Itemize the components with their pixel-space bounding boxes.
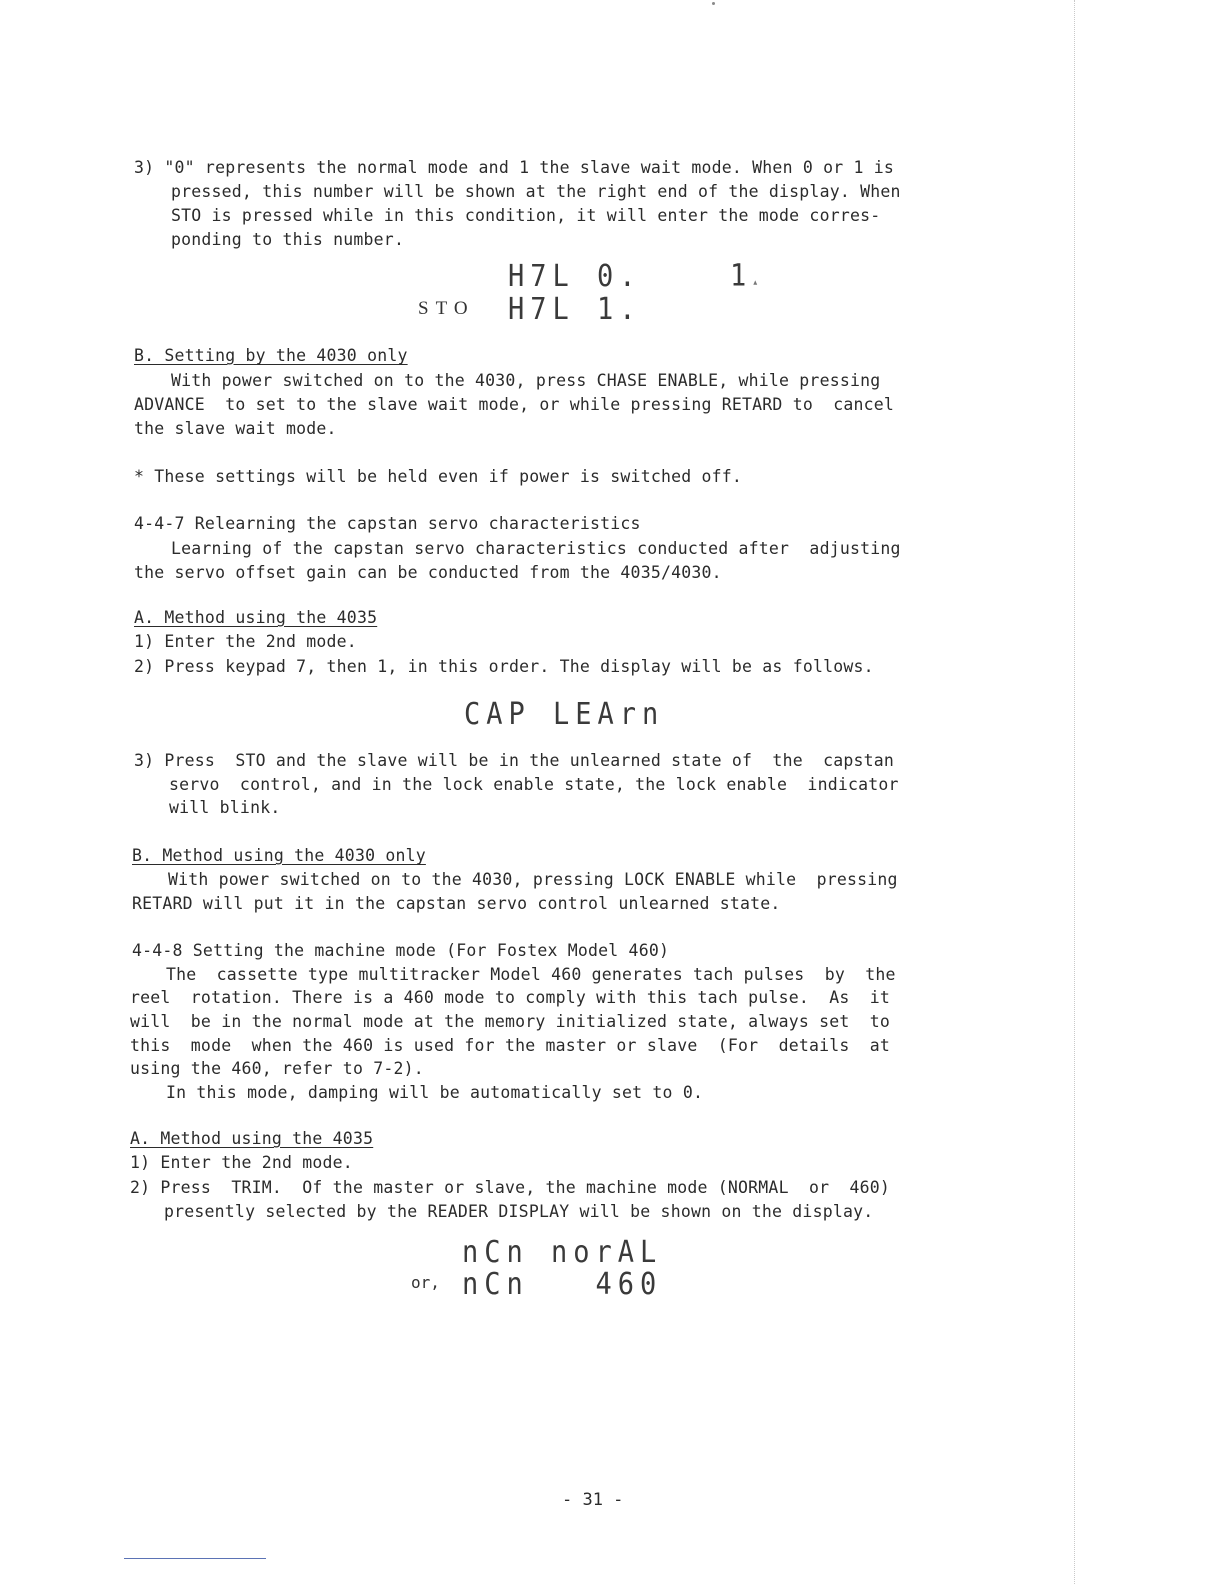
section-heading-b: B. Method using the 4030 only bbox=[132, 846, 426, 865]
lcd-display-normal-mode: nCn norAL bbox=[462, 1235, 663, 1270]
paragraph-line: will be in the normal mode at the memory initialized state, always set to bbox=[130, 1012, 891, 1031]
paragraph-line: will blink. bbox=[169, 798, 281, 817]
lcd-display-indicator bbox=[730, 260, 758, 300]
scan-speck bbox=[712, 2, 715, 5]
step-line: 1) Enter the 2nd mode. bbox=[130, 1153, 353, 1172]
section-title-4-4-8: 4-4-8 Setting the machine mode (For Fostex Model 460) bbox=[132, 941, 670, 960]
paragraph-line: 3) "0" represents the normal mode and 1 the slave wait mode. When 0 or 1 is bbox=[134, 158, 895, 177]
lcd-display-cap-learn: CAP LEArn bbox=[464, 697, 665, 732]
paragraph-line: using the 460, refer to 7-2). bbox=[130, 1059, 424, 1078]
paragraph-line: the servo offset gain can be conducted from the 4035/4030. bbox=[134, 563, 722, 582]
paragraph-line: RETARD will put it in the capstan servo control unlearned state. bbox=[132, 894, 781, 913]
page-edge bbox=[1074, 0, 1076, 1584]
paragraph-line: reel rotation. There is a 460 mode to comply with this tach pulse. As it bbox=[130, 988, 891, 1007]
sto-key-label: STO bbox=[418, 298, 475, 319]
paragraph-line: servo control, and in the lock enable state, the lock enable indicator bbox=[169, 775, 899, 794]
note-line: * These settings will be held even if power is switched off. bbox=[134, 467, 743, 486]
lcd-digit: 1 bbox=[730, 258, 753, 294]
lcd-display-slave-wait-0: H7L 0. bbox=[508, 259, 642, 294]
step-line: 2) Press keypad 7, then 1, in this order. The display will be as follows. bbox=[134, 657, 874, 676]
footer-rule bbox=[124, 1558, 266, 1559]
paragraph-line: ADVANCE to set to the slave wait mode, or while pressing RETARD to cancel bbox=[134, 395, 895, 414]
section-title-4-4-7: 4-4-7 Relearning the capstan servo characteristics bbox=[134, 514, 641, 533]
paragraph-line: Learning of the capstan servo characteristics conducted after adjusting bbox=[171, 539, 901, 558]
paragraph-line: In this mode, damping will be automatically set to 0. bbox=[166, 1083, 704, 1102]
paragraph-line: the slave wait mode. bbox=[134, 419, 337, 438]
step-line: 1) Enter the 2nd mode. bbox=[134, 632, 357, 651]
paragraph-line: The cassette type multitracker Model 460 generates tach pulses by the bbox=[166, 965, 896, 984]
lcd-display-460-mode: nCn 460 bbox=[462, 1267, 663, 1302]
section-heading-a: A. Method using the 4035 bbox=[134, 608, 378, 627]
or-label: or, bbox=[411, 1273, 440, 1292]
lcd-indicator-mark: ▴ bbox=[752, 276, 759, 289]
section-heading-b: B. Setting by the 4030 only bbox=[134, 346, 408, 365]
section-heading-a: A. Method using the 4035 bbox=[130, 1129, 374, 1148]
paragraph-line: STO is pressed while in this condition, it will enter the mode corres- bbox=[171, 206, 881, 225]
paragraph-line: pressed, this number will be shown at the right end of the display. When bbox=[171, 182, 901, 201]
step-line: 3) Press STO and the slave will be in the unlearned state of the capstan bbox=[134, 751, 895, 770]
step-line: 2) Press TRIM. Of the master or slave, the machine mode (NORMAL or 460) bbox=[130, 1178, 891, 1197]
paragraph-line: ponding to this number. bbox=[171, 230, 405, 249]
lcd-display-slave-wait-1: H7L 1. bbox=[508, 292, 642, 327]
paragraph-line: With power switched on to the 4030, pressing LOCK ENABLE while pressing bbox=[168, 870, 898, 889]
paragraph-line: With power switched on to the 4030, press CHASE ENABLE, while pressing bbox=[171, 371, 881, 390]
paragraph-line: this mode when the 460 is used for the master or slave (For details at bbox=[130, 1036, 891, 1055]
page-number: - 31 - bbox=[562, 1490, 624, 1510]
paragraph-line: presently selected by the READER DISPLAY will be shown on the display. bbox=[164, 1202, 874, 1221]
